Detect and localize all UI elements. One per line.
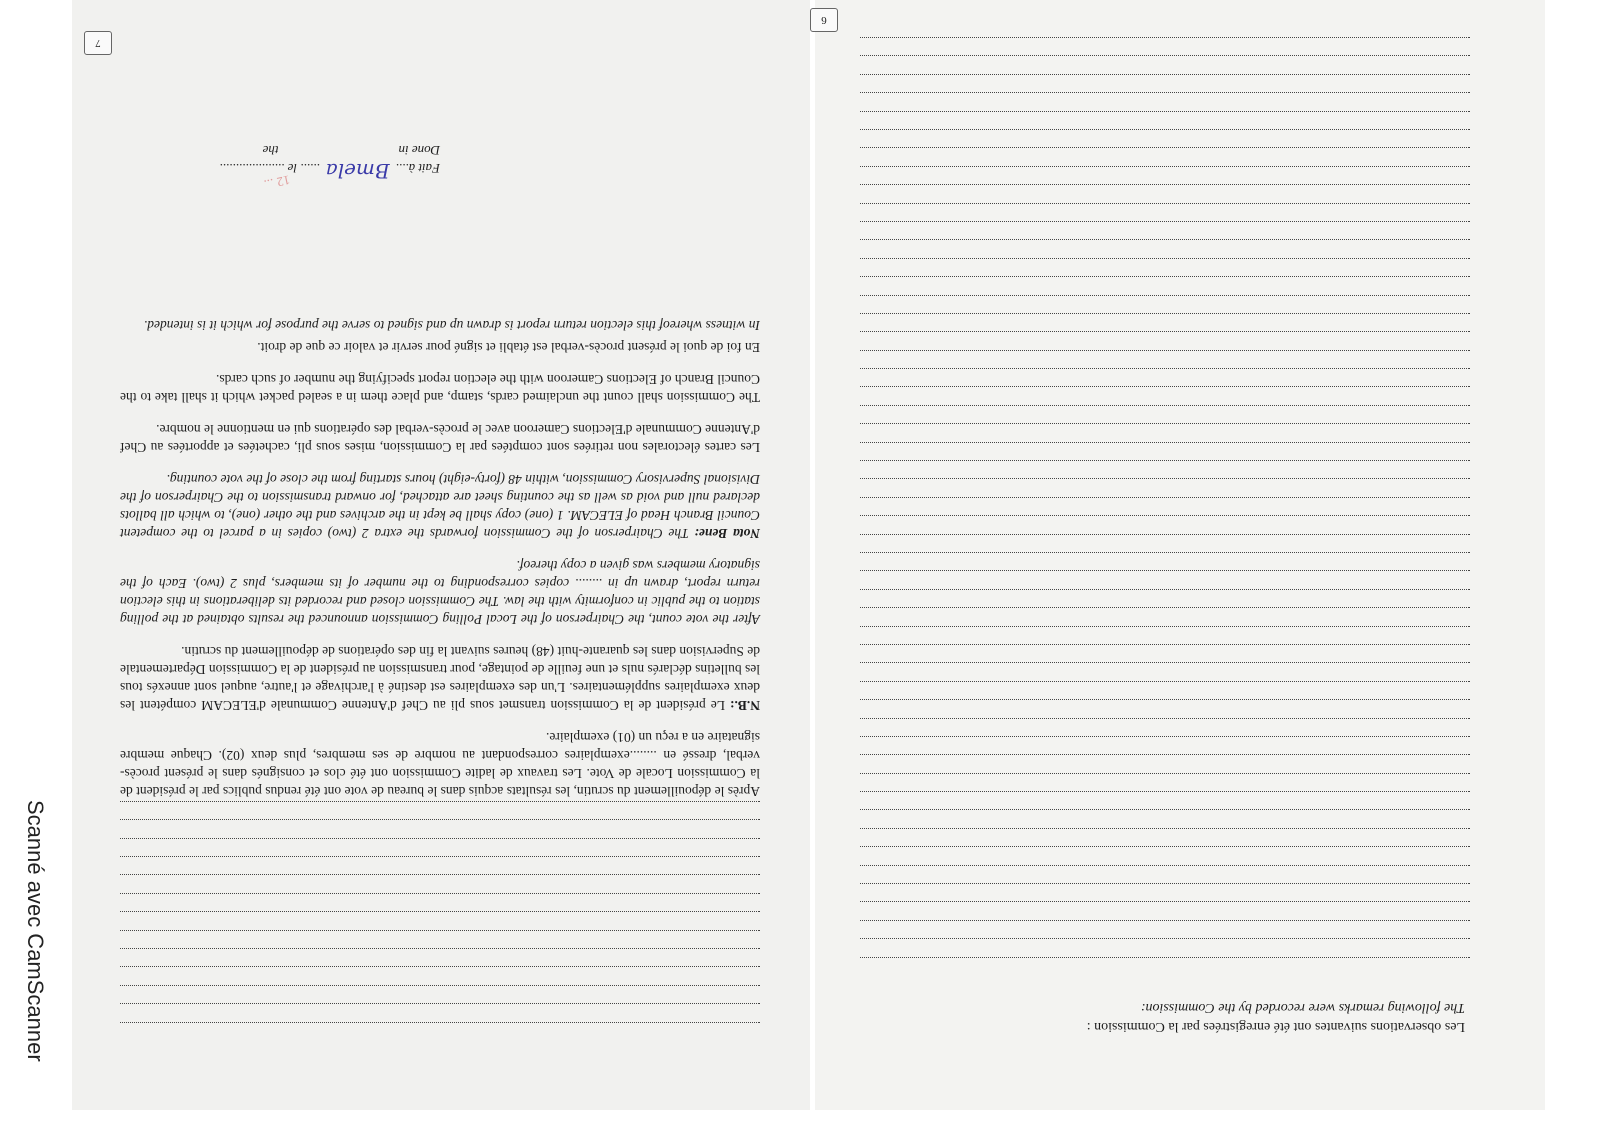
dotted-line	[860, 74, 1470, 92]
dotted-line	[860, 184, 1470, 202]
dotted-line	[120, 911, 760, 929]
dotted-line	[860, 295, 1470, 313]
dotted-line	[860, 773, 1470, 791]
dotted-line	[860, 350, 1470, 368]
dotted-line	[860, 497, 1470, 515]
signature-block: Fait à....Bmela...... le .................... Done inthe	[219, 143, 440, 183]
remarks-header-en: The following remarks were recorded by the Commission:	[1140, 1000, 1465, 1015]
dotted-line	[860, 718, 1470, 736]
dotted-line	[120, 893, 760, 911]
dotted-line	[120, 874, 760, 892]
dotted-line	[120, 966, 760, 984]
done-in-label: Done in	[398, 143, 440, 158]
fait-a-label: Fait à	[408, 161, 440, 176]
dotted-line	[860, 681, 1470, 699]
dotted-line	[860, 203, 1470, 221]
handwritten-place: Bmela	[325, 159, 390, 183]
paragraph-witness-fr: En foi de quoi le présent procès-verbal est établi et signé pour servir et valoir ce que de droit.	[257, 340, 760, 355]
paragraph-witness-en: In witness whereof this election return report is drawn up and signed to serve the purpose for which it is intended.	[143, 318, 760, 333]
paragraph-closing-en: After the vote count, the Chairperson of the Local Polling Commission announced the results obtained at the polling station to the public in conformity with the law. The Commission closed and recorded its deliberations in this election return report, drawn up in ........ copies corresponding to the number of its members, plus 2 (two). Each of the signatory members was given a copy thereof.	[120, 558, 760, 627]
dotted-line	[860, 552, 1470, 570]
nota-label: Nota Bene:	[694, 526, 760, 541]
dotted-line	[860, 883, 1470, 901]
dotted-line	[860, 865, 1470, 883]
dotted-line	[860, 901, 1470, 919]
dotted-line	[860, 37, 1470, 55]
dotted-line	[120, 1003, 760, 1021]
dotted-line	[860, 92, 1470, 110]
dotted-line	[860, 938, 1470, 956]
dotted-line	[860, 442, 1470, 460]
page-6	[815, 0, 1545, 1110]
paragraph-closing-fr: Après le dépouillement du scrutin, les résultats acquis dans le bureau de vote ont été rendus publics par le président de la Commission Locale de Vote. Les travaux de ladite Commission ont été clos et consignés dans le présent procès-verbal, dressé en ........exemplaires correspondant au nombre de ses membres, plus deux (02). Chaque membre signataire en a reçu un (01) exemplaire.	[120, 730, 760, 799]
dotted-line	[860, 754, 1470, 772]
dotted-line	[120, 838, 760, 856]
dotted-line	[860, 147, 1470, 165]
dotted-line	[860, 791, 1470, 809]
camscanner-watermark: Scanné avec CamScanner	[23, 800, 48, 1062]
date-stamp: 12 ...	[262, 172, 292, 193]
dotted-line	[860, 111, 1470, 129]
dotted-line	[860, 607, 1470, 625]
dotted-line	[860, 423, 1470, 441]
remarks-header-fr: Les observations suivantes ont été enregistrées par la Commission :	[1086, 1019, 1465, 1034]
dotted-line	[860, 478, 1470, 496]
dotted-line	[860, 276, 1470, 294]
dotted-line	[860, 331, 1470, 349]
dotted-line	[860, 221, 1470, 239]
dotted-line	[860, 809, 1470, 827]
le-label: le ....................	[219, 161, 297, 176]
paragraph-nb-fr	[120, 642, 760, 714]
dotted-line	[120, 948, 760, 966]
dotted-line	[860, 460, 1470, 478]
paragraph-nota-en	[120, 470, 760, 542]
paragraph-cards-en: The Commission shall count the unclaimed cards, stamp, and place them in a sealed packet which it shall take to the Council Branch of Elections Cameroon with the election report specifying the number of such cards.	[120, 372, 760, 405]
dotted-line	[860, 662, 1470, 680]
page-number: 7	[84, 31, 112, 55]
dotted-line	[860, 55, 1470, 73]
dotted-line	[860, 313, 1470, 331]
nb-label: N.B.:	[730, 698, 760, 713]
remarks-header	[1087, 998, 1465, 1036]
dotted-line	[860, 736, 1470, 754]
dotted-line	[860, 387, 1470, 405]
report-body	[120, 302, 760, 800]
paragraph-cards-fr: Les cartes électorales non retirées sont comptées par la Commission, mises sous pli, cachetées et apportées au Chef d'Antenne Communale d'Elections Cameroon avec le procès-verbal des opérations qui en mentionne le nombre.	[120, 422, 760, 455]
dotted-line	[860, 368, 1470, 386]
dotted-line	[860, 699, 1470, 717]
dotted-line	[860, 846, 1470, 864]
continued-dotted-lines	[120, 801, 760, 1040]
dotted-line	[860, 626, 1470, 644]
nota-text: The Chairperson of the Commission forwards the extra 2 (two) copies in a parcel to the competent Council Branch Head of ELECAM. 1 (one) copy shall be kept in the archives and the other (one), to which all ballots declared null and void as well as the counting sheet are attached, for onward transmission to the Chairperson of the Divisional Supervisory Commission, within 48 (forty-eight) hours starting from the close of the vote counting.	[119, 472, 760, 541]
dotted-line	[120, 930, 760, 948]
dotted-line	[120, 819, 760, 837]
page-number: 6	[810, 8, 838, 32]
remarks-dotted-lines	[860, 37, 1470, 975]
dotted-line	[860, 239, 1470, 257]
the-label: the	[262, 143, 279, 158]
dotted-line	[860, 828, 1470, 846]
dotted-line	[860, 920, 1470, 938]
dotted-line	[860, 129, 1470, 147]
dotted-line	[860, 258, 1470, 276]
dotted-line	[860, 534, 1470, 552]
dotted-line	[860, 166, 1470, 184]
dotted-line	[120, 856, 760, 874]
dotted-line	[120, 801, 760, 819]
dotted-line	[120, 985, 760, 1003]
dotted-line	[860, 589, 1470, 607]
nb-text: Le président de la Commission transmet sous pli au Chef d'Antenne Communale d'ELECAM compétent les deux exemplaires supplémentaires. L'un des exemplaires est destiné à l'archivage et l'autre, auquel sont annexés tous les bulletins déclarés nuls et une feuille de pointage, pour transmission au président de la Commission Départementale de Supervision dans les quarante-huit (48) heures suivant la fin des opérations de dépouillement du scrutin.	[120, 644, 760, 713]
dotted-line	[860, 644, 1470, 662]
dotted-line	[860, 957, 1470, 975]
dotted-line	[860, 570, 1470, 588]
dotted-line	[120, 1022, 760, 1040]
dotted-line	[860, 515, 1470, 533]
dotted-line	[860, 405, 1470, 423]
page-7	[72, 0, 810, 1110]
